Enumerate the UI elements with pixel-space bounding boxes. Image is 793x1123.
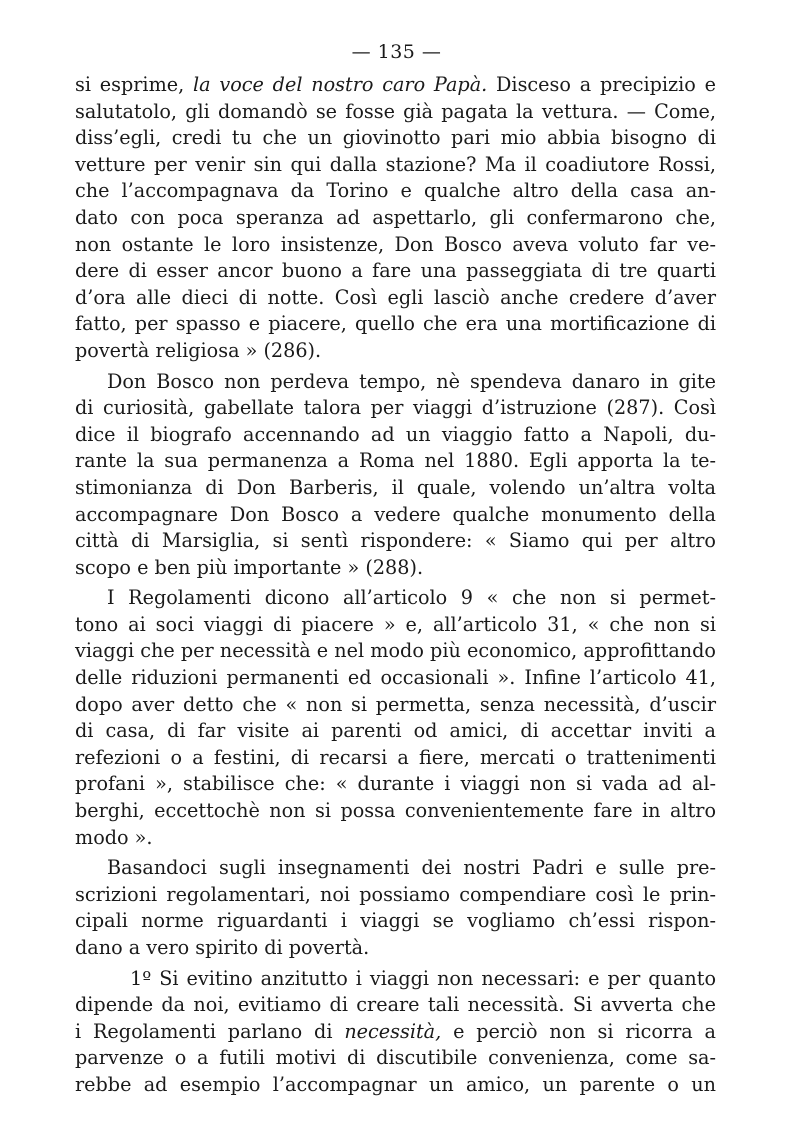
- text-segment: dopo aver detto che « non si permetta, senza necessità, d’uscir: [75, 692, 716, 716]
- text-line: [75, 908, 716, 935]
- text-segment: delle riduzioni permanenti ed occasionali ». Infine l’articolo 41,: [75, 666, 716, 690]
- text-segment: Don Bosco non perdeva tempo, nè spendeva danaro in gite: [107, 369, 716, 393]
- text-line: [75, 178, 716, 205]
- text-line: [75, 718, 716, 745]
- text-segment: città di Marsiglia, si sentì rispondere: « Siamo qui per altro: [75, 529, 716, 553]
- text-segment: dipende da noi, evitiamo di creare tali necessità. Si avverta che: [75, 993, 716, 1017]
- text-line: [75, 369, 716, 396]
- text-segment: e perciò non si ricorra a: [441, 1019, 716, 1043]
- text-segment: dere di esser ancor buono a fare una passeggiata di tre quarti: [75, 259, 716, 283]
- text-segment: rante la sua permanenza a Roma nel 1880. Egli apporta la te-: [75, 449, 716, 473]
- text-line: [75, 612, 716, 639]
- text-line: [75, 99, 716, 126]
- text-segment: accompagnare Don Bosco a vedere qualche monumento della: [75, 502, 716, 526]
- body-text: [75, 72, 716, 1099]
- text-segment: dato con poca speranza ad aspettarlo, gli confermarono che,: [75, 205, 716, 229]
- text-segment: stimonianza di Don Barberis, il quale, volendo un’altra volta: [75, 475, 716, 499]
- text-line: [75, 1045, 716, 1072]
- text-segment: di casa, di far visite ai parenti od amici, di accettar inviti a: [75, 719, 716, 743]
- text-line: [75, 692, 716, 719]
- text-line: [75, 1019, 716, 1046]
- text-segment: I Regolamenti dicono all’articolo 9 « che non si permet-: [107, 586, 716, 610]
- text-line: [75, 125, 716, 152]
- text-segment: si esprime,: [75, 73, 194, 96]
- text-segment: di curiosità, gabellate talora per viaggi d’istruzione (287). Così: [75, 396, 716, 420]
- text-line: [75, 338, 716, 365]
- text-segment: rebbe ad esempio l’accompagnar un amico, un parente o un: [75, 1072, 716, 1096]
- text-line: [75, 882, 716, 909]
- text-line: [75, 555, 716, 582]
- text-line: [75, 771, 716, 798]
- text-segment: vetture per venir sin qui dalla stazione? Ma il coadiutore Rossi,: [75, 152, 716, 176]
- italic-text: la voce del nostro caro Papà.: [193, 73, 488, 96]
- text-line: [75, 395, 716, 422]
- text-line: [75, 72, 716, 99]
- text-segment: che l’accompagnava da Torino e qualche altro della casa an-: [75, 179, 716, 203]
- text-line: [75, 855, 716, 882]
- text-segment: dice il biografo accennando ad un viaggio fatto a Napoli, du-: [75, 422, 716, 446]
- text-segment: scopo e ben più importante » (288).: [75, 555, 424, 579]
- text-segment: dano a vero spirito di povertà.: [75, 936, 370, 959]
- text-segment: fatto, per spasso e piacere, quello che era una mortificazione di: [75, 312, 716, 336]
- text-segment: 1º Si evitino anzitutto i viaggi non necessari: e per quanto: [130, 966, 716, 990]
- text-segment: profani », stabilisce che: « durante i viaggi non si vada ad al-: [75, 772, 716, 796]
- text-line: [75, 966, 716, 993]
- text-line: [75, 205, 716, 232]
- text-line: [75, 638, 716, 665]
- text-segment: scrizioni regolamentari, noi possiamo compendiare così le prin-: [75, 882, 716, 906]
- text-line: [75, 585, 716, 612]
- text-line: [75, 152, 716, 179]
- text-line: [75, 665, 716, 692]
- text-line: [75, 798, 716, 825]
- page-number: — 135 —: [351, 41, 442, 63]
- italic-text: necessità,: [344, 1019, 442, 1043]
- text-line: [75, 311, 716, 338]
- text-line: [75, 502, 716, 529]
- text-line: [75, 448, 716, 475]
- text-segment: berghi, eccettochè non si possa convenientemente fare in altro: [75, 799, 716, 823]
- text-segment: povertà religiosa » (286).: [75, 338, 322, 362]
- text-segment: Disceso a precipizio e: [487, 73, 717, 96]
- text-segment: non ostante le loro insistenze, Don Bosco aveva voluto far ve-: [75, 232, 716, 256]
- text-segment: modo ».: [75, 825, 153, 849]
- text-segment: cipali norme riguardanti i viaggi se vogliamo ch’essi rispon-: [75, 909, 716, 933]
- text-segment: refezioni o a festini, di recarsi a fiere, mercati o trattenimenti: [75, 745, 716, 769]
- text-segment: parvenze o a futili motivi di discutibile convenienza, come sa-: [75, 1046, 716, 1070]
- text-line: [75, 992, 716, 1019]
- text-segment: salutatolo, gli domandò se fosse già pagata la vettura. — Come,: [75, 99, 716, 123]
- text-segment: Basandoci sugli insegnamenti dei nostri Padri e sulle pre-: [107, 856, 716, 880]
- text-line: [75, 528, 716, 555]
- text-line: [75, 285, 716, 312]
- text-line: [75, 745, 716, 772]
- text-line: [75, 475, 716, 502]
- text-line: [75, 935, 716, 962]
- text-line: [75, 1072, 716, 1099]
- text-line: [75, 825, 716, 852]
- text-line: [75, 422, 716, 449]
- text-line: [75, 232, 716, 259]
- text-segment: i Regolamenti parlano di: [75, 1019, 345, 1043]
- text-segment: d’ora alle dieci di notte. Così egli lasciò anche credere d’aver: [75, 285, 716, 309]
- text-line: [75, 258, 716, 285]
- text-segment: tono ai soci viaggi di piacere » e, all’articolo 31, « che non si: [75, 612, 716, 636]
- text-segment: viaggi che per necessità e nel modo più economico, approfittando: [75, 639, 716, 663]
- text-segment: diss’egli, credi tu che un giovinotto pari mio abbia bisogno di: [75, 126, 716, 150]
